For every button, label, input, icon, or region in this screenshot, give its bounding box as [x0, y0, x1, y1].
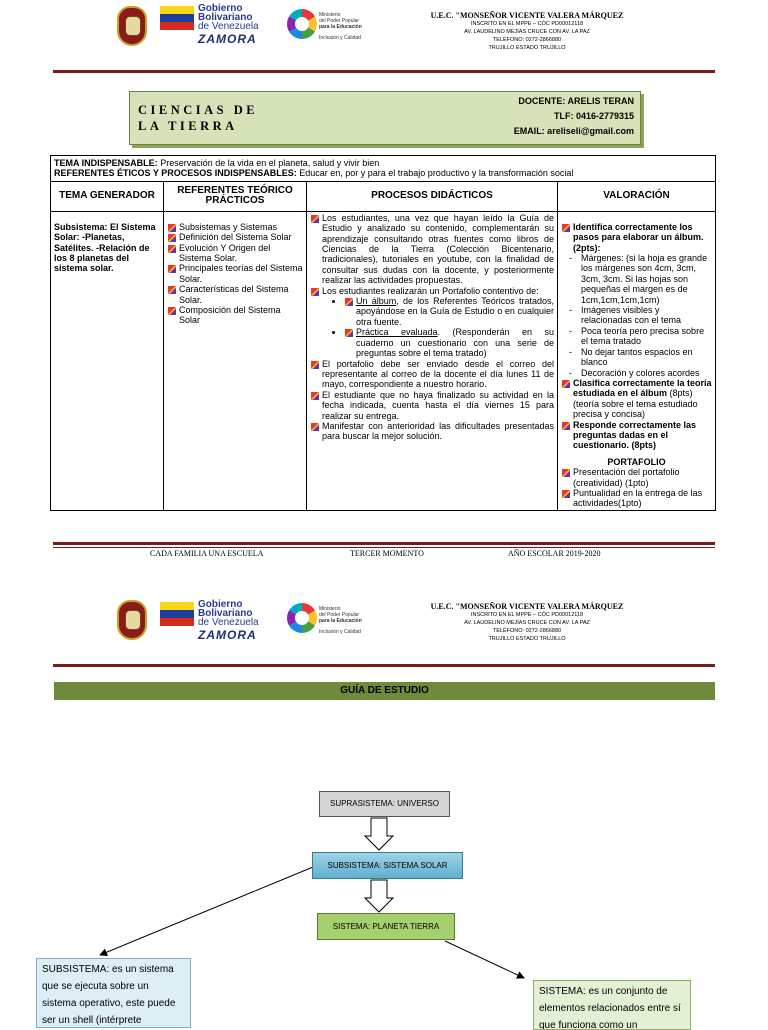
- val-text: Clasifica correctamente la teoría estudiada en el álbum: [573, 377, 712, 399]
- venezuela-flag-icon: [160, 6, 194, 30]
- ministry-line: Inclusión y Calidad: [319, 35, 361, 41]
- tema-value: Preservación de la vida en el planeta, salud y vivir bien: [160, 158, 380, 168]
- teacher-phone: TLF: 0416-2779315: [553, 111, 634, 121]
- sistema-definition-note: SISTEMA: es un conjunto de elementos relacionados entre sí que funciona como un: [533, 980, 691, 1030]
- zamora-logo-text: ZAMORA: [198, 32, 257, 46]
- gob-line: Bolivariano: [198, 12, 253, 23]
- tema-indispensable-cell: [51, 156, 716, 182]
- table-header-row: [51, 181, 716, 211]
- ministry-ring-icon: [287, 603, 317, 633]
- planning-table: [50, 155, 716, 511]
- ministry-text: [319, 606, 379, 635]
- ref-value: Educar en, por y para el trabajo productivo y la transformación social: [299, 168, 574, 179]
- list-item: [344, 327, 554, 358]
- list-item: - Márgenes: (si la hoja es grande los márgenes son 4cm, 3cm, 3cm, 3cm. Si las hojas son pequeñas el margen es de 1cm,1cm,1cm,1cm): [567, 253, 712, 305]
- school-line: INSCRITO EN EL MPPE – CÓC PD00012118: [470, 21, 584, 27]
- tema-generador-cell: [51, 211, 164, 510]
- album-steps-list: [561, 253, 712, 378]
- connector-line: [100, 867, 313, 955]
- gob-line: Bolivariano: [198, 608, 253, 619]
- col-header: VALORACIÓN: [558, 181, 716, 211]
- list-item: Presentación del portafolio (creatividad) (1pto): [561, 467, 712, 488]
- subject-line: LA TIERRA: [138, 119, 238, 133]
- gob-text: [198, 4, 259, 31]
- procesos-sublist: [322, 296, 554, 358]
- zamora-logo-text: ZAMORA: [198, 628, 257, 642]
- gob-line: Gobierno: [198, 599, 243, 610]
- footer-middle: TERCER MOMENTO: [350, 549, 424, 558]
- portafolio-title: PORTAFOLIO: [607, 456, 666, 467]
- gobierno-logo: [160, 600, 272, 646]
- subject-title: [138, 102, 258, 134]
- list-item: [344, 296, 554, 327]
- teacher-name: DOCENTE: ARELIS TERAN: [518, 96, 634, 106]
- portafolio-list: [561, 467, 712, 509]
- school-line: TELÉFONO: 0272-2866880: [492, 37, 562, 43]
- footer-right: AÑO ESCOLAR 2019-2020: [508, 549, 601, 558]
- col-header: TEMA GENERADOR: [51, 181, 164, 211]
- col-header: PROCESOS DIDÁCTICOS: [307, 181, 558, 211]
- table-row: [51, 211, 716, 510]
- list-item: Características del Sistema Solar.: [167, 284, 303, 305]
- list-item: - Decoración y colores acordes: [567, 368, 712, 378]
- guia-title-bar: GUÍA DE ESTUDIO: [54, 682, 715, 700]
- block-arrow-icon: [365, 880, 393, 912]
- album-link-text: Un álbum: [356, 296, 397, 307]
- header-rule: [53, 70, 715, 73]
- valoracion-list: [561, 222, 712, 253]
- teacher-email: EMAIL: areliseli@gmail.com: [513, 126, 634, 136]
- list-item: [561, 378, 712, 420]
- school-line: TELÉFONO: 0272-2866880: [492, 628, 562, 634]
- suprasistema-box: SUPRASISTEMA: UNIVERSO: [319, 791, 450, 817]
- subject-banner: [129, 91, 641, 145]
- list-item: Evolución Y Origen del Sistema Solar.: [167, 243, 303, 264]
- list-item: Definición del Sistema Solar: [167, 232, 303, 242]
- list-item: El estudiante que no haya finalizado su actividad en la fecha indicada, cuenta hasta el día viernes 15 para realizar su entrega.: [310, 390, 554, 421]
- ministry-ring-icon: [287, 9, 317, 39]
- tema-label: TEMA INDISPENSABLE:: [54, 158, 158, 168]
- school-line: TRUJILLO ESTADO TRUJILLO: [488, 45, 566, 51]
- school-name: U.E.C. "MONSEÑOR VICENTE VALERA MÁRQUEZ: [430, 11, 624, 20]
- school-crest-icon: [117, 6, 147, 46]
- school-crest-icon: [117, 600, 147, 640]
- ministry-line: para la Educación: [319, 24, 362, 30]
- ministry-text: [319, 12, 379, 41]
- school-line: AV. LAUDELINO MEJÍAS CRUCE CON AV. LA PAZ: [464, 29, 590, 35]
- school-line: INSCRITO EN EL MPPE – CÓC PD00012118: [470, 612, 584, 618]
- list-item: - Imágenes visibles y relacionadas con el tema: [567, 305, 712, 326]
- valoracion-cell: [558, 211, 716, 510]
- procesos-list: [310, 213, 554, 442]
- col-header: REFERENTES TEÓRICO PRÁCTICOS: [164, 181, 307, 211]
- block-arrow-icon: [365, 818, 393, 850]
- school-name: U.E.C. "MONSEÑOR VICENTE VALERA MÁRQUEZ: [430, 602, 624, 611]
- tema-generador-text: Subsistema: El Sistema Solar: -Planetas, Satélites. -Relación de los 8 planetas del sistema solar.: [54, 221, 156, 274]
- list-item: El portafolio debe ser enviado desde el correo del representante al correo de la docente el día lunes 11 de mayo, correspondiente a nuestro horario.: [310, 359, 554, 390]
- subsistema-definition-note: SUBSISTEMA: es un sistema que se ejecuta sobre un sistema operativo, este puede ser un shell (intérprete: [36, 958, 191, 1028]
- procesos-text: Los estudiantes realizarán un Portafolio contentivo de:: [322, 285, 539, 296]
- letterhead-top: [0, 0, 768, 70]
- ministry-line: Ministerio: [319, 12, 341, 18]
- procesos-text: . (Responderán en su cuaderno un cuestionario con una serie de preguntas sobre el tema tratado): [356, 327, 554, 359]
- ministry-line: del Poder Popular: [319, 612, 360, 618]
- school-line: TRUJILLO ESTADO TRUJILLO: [488, 636, 566, 642]
- list-item: Identifica correctamente los pasos para elaborar un álbum. (2pts):: [561, 222, 712, 253]
- list-item: [310, 286, 554, 359]
- sistema-box: SISTEMA: PLANETA TIERRA: [317, 913, 455, 940]
- list-item: Los estudiantes, una vez que hayan leído la Guía de Estudio y analizado su contenido, complementarán su aprendizaje consultando otras fuentes como libros de Ciencias de la Tierra (Colección Bicentenario, tradicionales), tutoriales en youtube, con la finalidad de consultar sus dudas con la docente, y posteriormente realizar las actividades propuestas.: [310, 213, 554, 286]
- connector-line: [445, 941, 524, 978]
- list-item: Responde correctamente las preguntas dadas en el cuestionario. (8pts): [561, 420, 712, 451]
- gobierno-logo: [160, 4, 272, 50]
- ministry-line: Inclusión y Calidad: [319, 629, 361, 635]
- school-info: [412, 602, 642, 643]
- list-item: - No dejar tantos espacios en blanco: [567, 347, 712, 368]
- subject-line: CIENCIAS DE: [138, 103, 259, 117]
- practica-link-text: Práctica evaluada: [356, 327, 438, 338]
- ministry-line: Ministerio: [319, 606, 341, 612]
- gob-line: de Venezuela: [198, 21, 259, 32]
- list-item: Principales teorías del Sistema Solar.: [167, 263, 303, 284]
- subsistema-box: SUBSISTEMA: SISTEMA SOLAR: [312, 852, 463, 879]
- referentes-cell: [164, 211, 307, 510]
- procesos-text: , de los Referentes Teóricos tratados, apoyándose en la Guía de Estudio o en cualquier otra fuente.: [356, 296, 554, 327]
- table-row: [51, 156, 716, 182]
- letterhead-bottom: [0, 596, 768, 660]
- ministry-line: del Poder Popular: [319, 18, 360, 24]
- ministry-line: para la Educación: [319, 618, 362, 624]
- list-item: - Poca teoría pero precisa sobre el tema tratado: [567, 326, 712, 347]
- school-line: AV. LAUDELINO MEJÍAS CRUCE CON AV. LA PAZ: [464, 620, 590, 626]
- footer-rule: [53, 542, 715, 545]
- venezuela-flag-icon: [160, 602, 194, 626]
- list-item: Puntualidad en la entrega de las actividades(1pto): [561, 488, 712, 509]
- ref-label: REFERENTES ÉTICOS Y PROCESOS INDISPENSABLES:: [54, 168, 297, 179]
- val-text: (8pts) (teoría sobre el tema estudiado precisa y concisa): [573, 388, 698, 420]
- list-item: Manifestar con anterioridad las dificultades presentadas para buscar la mejor solución.: [310, 421, 554, 442]
- school-info: [412, 11, 642, 52]
- referentes-list: [167, 222, 303, 326]
- footer-rule-thin: [53, 547, 715, 548]
- procesos-cell: [307, 211, 558, 510]
- list-item: Composición del Sistema Solar: [167, 305, 303, 326]
- header-rule: [53, 664, 715, 667]
- gob-line: de Venezuela: [198, 617, 259, 628]
- gob-text: [198, 600, 259, 627]
- footer-left: CADA FAMILIA UNA ESCUELA: [150, 549, 264, 558]
- list-item: Subsistemas y Sistemas: [167, 222, 303, 232]
- gob-line: Gobierno: [198, 3, 243, 14]
- valoracion-list: [561, 378, 712, 451]
- teacher-info: [514, 94, 634, 139]
